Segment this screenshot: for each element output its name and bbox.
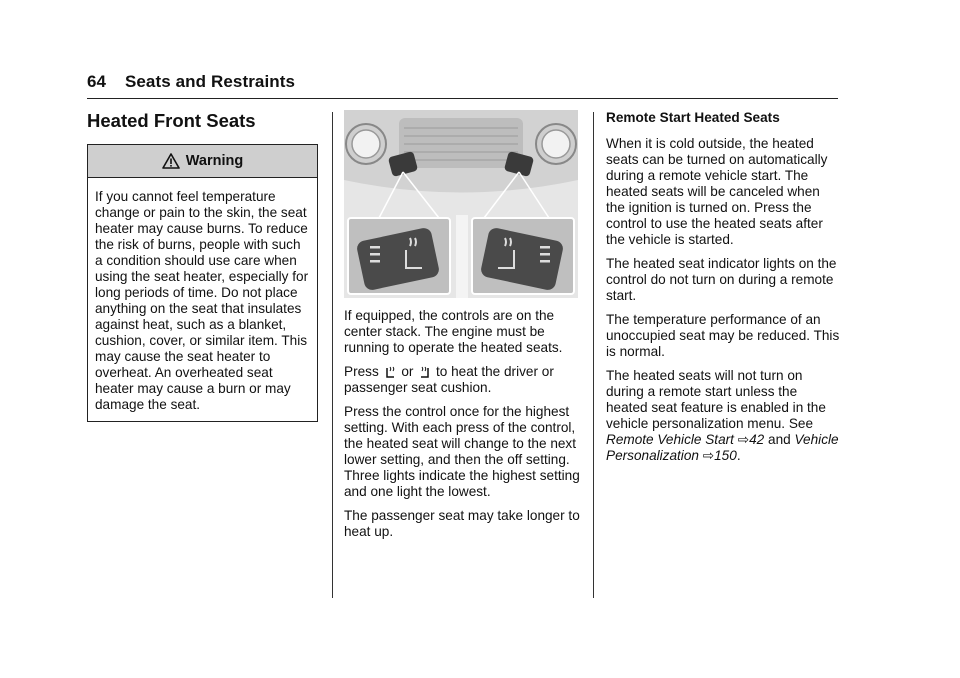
text-fragment: and [768, 432, 791, 447]
text-fragment: Press [344, 364, 379, 379]
paragraph: The passenger seat may take longer to heat up. [344, 508, 580, 539]
paragraph: The heated seat indicator lights on the control do not turn on during a remote start. [606, 256, 837, 303]
warning-icon [162, 153, 180, 169]
chapter-title: Seats and Restraints [124, 72, 296, 91]
page-number: 64 [87, 72, 107, 91]
section-title: Heated Front Seats [87, 110, 256, 131]
header-rule [87, 98, 838, 99]
warning-text: If you cannot feel temperature change or pain to the skin, the seat heater may cause burns. To reduce the risk of burns, people with such a condition should use care when using the seat heater, especially for long periods of time. Do not place anything on the seat that insulates against heat, such as a blanket, cushion, cover, or similar item. This may cause the seat heater to overheat. An overheated seat heater may cause a burn or may damage the seat. [95, 189, 309, 412]
warning-header [88, 145, 317, 178]
text-fragment: or [401, 364, 414, 379]
column-3 [606, 110, 842, 472]
warning-body [88, 178, 317, 421]
page-ref-arrow-icon: ⇨ [737, 432, 750, 447]
page-ref-number[interactable]: 150 [714, 448, 737, 463]
text-fragment: The heated seats will not turn on during a remote start unless the heated seat feature is enabled in the vehicle personalization menu. See [606, 368, 826, 431]
paragraph: Press the control once for the highest setting. With each press of the control, the heated seat will change to the next lower setting, and then the off setting. Three lights indicate the highest setting and one light the lowest. [344, 404, 580, 499]
paragraph: If equipped, the controls are on the center stack. The engine must be running to operate the heated seats. [344, 308, 563, 355]
subheading: Remote Start Heated Seats [606, 110, 780, 125]
heated-seat-controls-illustration [344, 110, 578, 298]
text-fragment: . [736, 448, 741, 463]
column-1 [87, 110, 319, 422]
paragraph-press [344, 364, 580, 396]
column-2 [344, 110, 580, 548]
passenger-heated-seat-icon [419, 365, 430, 379]
warning-title: Warning [185, 153, 244, 169]
driver-heated-seat-icon [385, 365, 396, 379]
link-remote-vehicle-start[interactable]: Remote Vehicle Start [606, 432, 734, 447]
page-header [87, 72, 295, 92]
paragraph: When it is cold outside, the heated seats can be turned on automatically during a remote vehicle start. The heated seats will be canceled when the ignition is turned on. Press the control to use the heated seats after the vehicle is started. [606, 136, 828, 247]
column-divider [593, 112, 594, 598]
text-fragment: to heat the driver or passenger seat cushion. [344, 364, 554, 395]
paragraph-references [606, 368, 842, 464]
link-vehicle-personalization[interactable]: Vehicle Personalization [606, 432, 839, 463]
paragraph: The temperature performance of an unoccupied seat may be reduced. This is normal. [606, 312, 840, 359]
column-divider [332, 112, 333, 598]
warning-box [87, 144, 318, 422]
page-ref-number[interactable]: 42 [749, 432, 765, 447]
page-ref-arrow-icon: ⇨ [702, 448, 715, 463]
